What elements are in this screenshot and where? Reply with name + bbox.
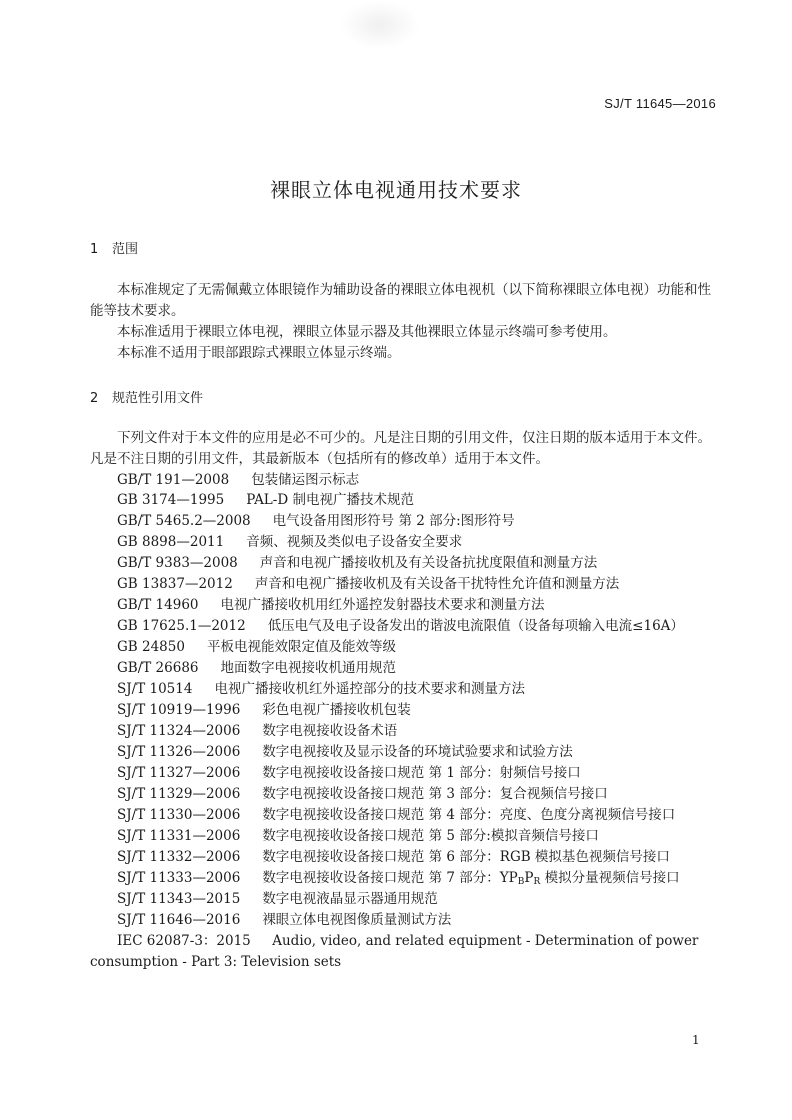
section-1-paragraph-2: 本标准适用于裸眼立体电视，裸眼立体显示器及其他裸眼立体显示终端可参考使用。	[117, 324, 617, 340]
top-stamp-mark	[340, 0, 420, 50]
section-2-heading	[90, 387, 203, 406]
reference-item: GB 3174—1995 PAL-D 制电视广播技术规范	[117, 492, 414, 508]
reference-item: SJ/T 11343—2015 数字电视液晶显示器通用规范	[117, 891, 438, 907]
reference-item: SJ/T 10514 电视广播接收机红外遥控部分的技术要求和测量方法	[117, 681, 525, 697]
section-1-paragraph-1: 本标准规定了无需佩戴立体眼镜作为辅助设备的裸眼立体电视机（以下简称裸眼立体电视）功能和性能等技术要求。	[90, 282, 711, 319]
reference-item: GB/T 191—2008 包装储运图示标志	[117, 472, 360, 488]
reference-item: GB 8898—2011 音频、视频及类似电子设备安全要求	[117, 534, 463, 550]
section-1-heading	[90, 238, 138, 257]
reference-item: GB/T 26686 地面数字电视接收机通用规范	[117, 660, 396, 676]
reference-item: SJ/T 10919—1996 彩色电视广播接收机包装	[117, 702, 411, 718]
section-2-number: 2	[90, 391, 99, 406]
reference-item: SJ/T 11332—2006 数字电视接收设备接口规范 第 6 部分：RGB 模拟基色视频信号接口	[117, 849, 670, 865]
page-number: 1	[692, 1033, 700, 1047]
reference-item: GB 13837—2012 声音和电视广播接收机及有关设备干扰特性允许值和测量方法	[117, 576, 620, 592]
reference-item: SJ/T 11326—2006 数字电视接收及显示设备的环境试验要求和试验方法	[117, 744, 573, 760]
reference-item: GB 24850 平板电视能效限定值及能效等级	[117, 639, 396, 655]
reference-item: SJ/T 11333—2006 数字电视接收设备接口规范 第 7 部分：$YP_BP_R$ 模拟分量视频信号接口	[117, 870, 680, 887]
reference-item: GB/T 14960 电视广播接收机用红外遥控发射器技术要求和测量方法	[117, 597, 545, 613]
reference-item: GB 17625.1—2012 低压电气及电子设备发出的谐波电流限值（设备每项输入电流≤16A）	[117, 618, 684, 634]
section-1-number: 1	[90, 242, 99, 257]
reference-item: SJ/T 11646—2016 裸眼立体电视图像质量测试方法	[117, 912, 452, 928]
reference-item: GB/T 5465.2—2008 电气设备用图形符号 第 2 部分:图形符号	[117, 513, 515, 529]
standard-code: SJ/T 11645—2016	[604, 96, 716, 111]
section-2-title: 规范性引用文件	[112, 391, 204, 406]
section-1-paragraph-3: 本标准不适用于眼部跟踪式裸眼立体显示终端。	[117, 345, 401, 361]
reference-item: SJ/T 11327—2006 数字电视接收设备接口规范 第 1 部分：射频信号接口	[117, 765, 581, 781]
reference-item: SJ/T 11329—2006 数字电视接收设备接口规范 第 3 部分：复合视频信号接口	[117, 786, 608, 802]
section-2-intro: 下列文件对于本文件的应用是必不可少的。凡是注日期的引用文件，仅注日期的版本适用于本文件。凡是不注日期的引用文件，其最新版本（包括所有的修改单）适用于本文件。	[90, 430, 711, 467]
reference-item: SJ/T 11330—2006 数字电视接收设备接口规范 第 4 部分：亮度、色度分离视频信号接口	[117, 807, 676, 823]
reference-item-iec: IEC 62087-3：2015 Audio, video, and related equipment - Determination of power consumption - Part 3: Television sets	[90, 933, 699, 970]
reference-item: SJ/T 11331—2006 数字电视接收设备接口规范 第 5 部分:模拟音频信号接口	[117, 828, 599, 844]
reference-item: SJ/T 11324—2006 数字电视接收设备术语	[117, 723, 398, 739]
reference-item: GB/T 9383—2008 声音和电视广播接收机及有关设备抗扰度限值和测量方法	[117, 555, 598, 571]
document-title: 裸眼立体电视通用技术要求	[270, 178, 522, 202]
section-1-title: 范围	[112, 242, 139, 257]
